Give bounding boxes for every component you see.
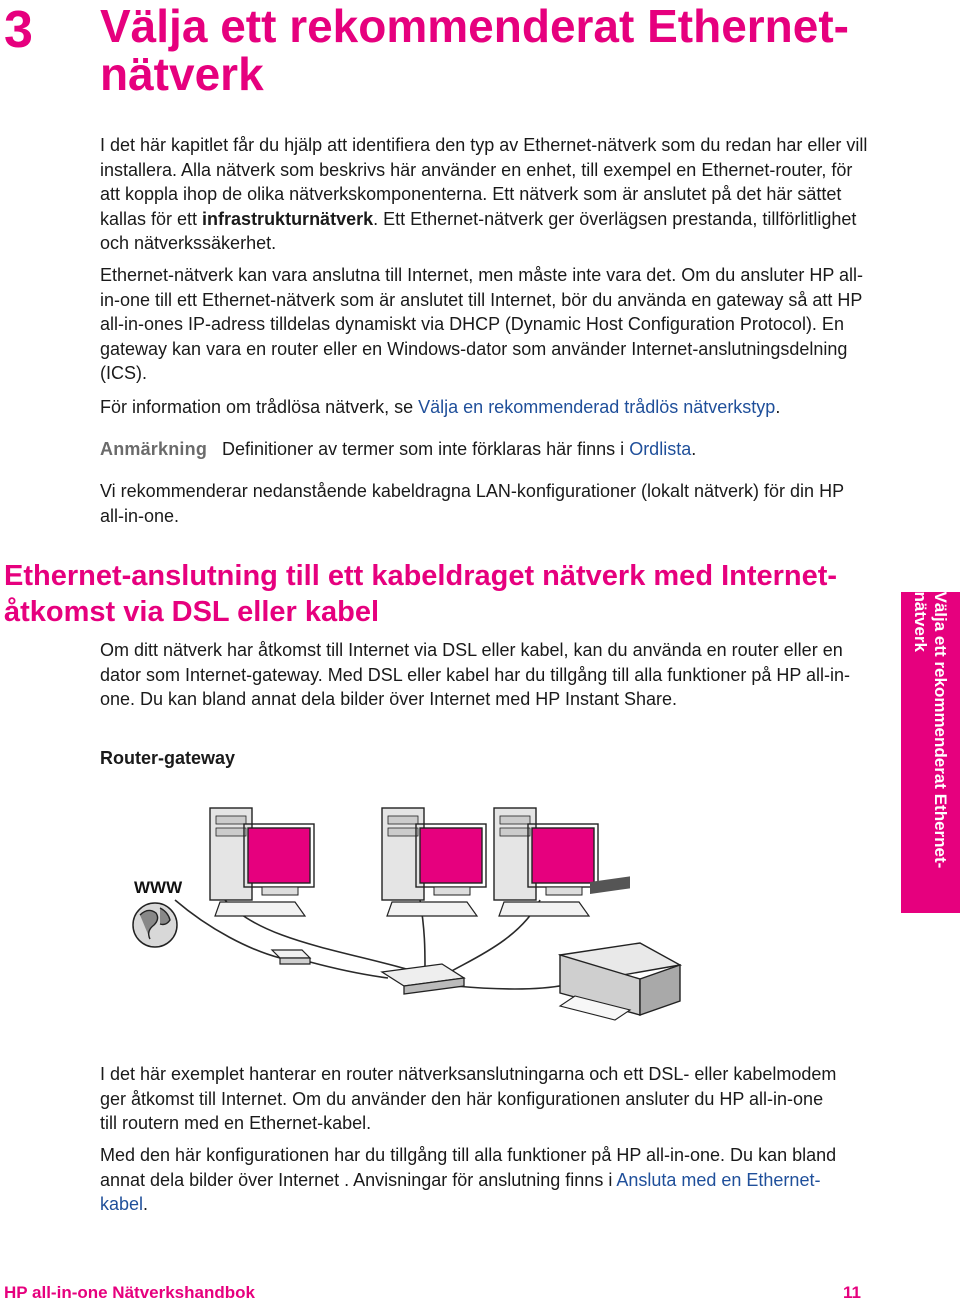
intro-paragraph-3 [100,395,870,420]
note-label: Anmärkning [100,439,208,459]
computer-3-icon [494,808,598,916]
chapter-title: Välja ett rekommenderat Ethernet-nätverk [100,0,850,100]
cable-modem-router [310,962,388,978]
network-diagram [120,790,700,1040]
www-label: WWW [134,878,183,897]
intro-p1-bold-term: infrastrukturnätverk [202,208,374,229]
section-p3-text-a: Med den här konfigurationen har du tillgång till alla funktioner på HP all-in-one. Du kan bland annat dela bilder över Internet . Anvisningar för anslutning finns i [100,1145,837,1190]
section-title: Ethernet-anslutning till ett kabeldraget nätverk med Internet-åtkomst via DSL eller kabel [4,560,838,628]
intro-paragraph-1 [100,133,870,256]
printer-icon [560,876,680,1020]
intro-p3-text-b: . [775,397,781,417]
section-p3-text-b: . [143,1194,149,1214]
section-paragraph-1 [100,638,860,712]
section-p2-text: I det här exemplet hanterar en router nätverksanslutningarna och ett DSL- eller kabelmodem ger åtkomst till Internet. Om du använder den här konfigurationen ansluter du HP all-in-one till routern med en Ethernet-kabel. [100,1064,837,1133]
section-p1-text: Om ditt nätverk har åtkomst till Internet via DSL eller kabel, kan du använda en router eller en dator som Internet-gateway. Med DSL eller kabel har du tillgång till alla funktioner på HP all-in-one. Du kan bland annat dela bilder över Internet med HP Instant Share. [100,640,851,709]
intro-paragraph-4 [100,479,870,528]
intro-paragraph-2 [100,263,870,386]
glossary-link[interactable]: Ordlista [629,439,692,459]
footer-title: HP all-in-one Nätverkshandbok [4,1283,255,1302]
intro-p1-text-a: I det här kapitlet får du hjälp att identifiera den typ av Ethernet-nätverk som du redan har eller vill installera. Alla nätverk som beskrivs här använder en enhet, till exempel en Ethernet-router, för att koppla ihop de olika nätverkskomponenterna. Ett nätverk som är anslutet på det här sättet kallas för ett [100,135,868,229]
ethernet-cable-link[interactable]: Ansluta med en Ethernet-kabel [100,1169,821,1214]
router-gateway-heading: Router-gateway [100,748,236,768]
computer-2-icon [382,808,486,916]
note-paragraph [100,437,870,462]
section-paragraph-3 [100,1143,860,1217]
computer-1-icon [210,808,314,916]
intro-p1-text-b: . Ett Ethernet-nätverk ger överlägsen prestanda, tillförlitlighet och nätverkssäkerhet. [100,208,857,253]
intro-p3-text-a: För information om trådlösa nätverk, se [100,397,419,417]
side-tab-text: Välja ett rekommenderat Ethernet-nätverk [911,591,950,869]
section-paragraph-2 [100,1062,840,1136]
intro-p2-text: Ethernet-nätverk kan vara anslutna till Internet, men måste inte vara det. Om du ansluter HP all-in-one till ett Ethernet-nätverk som är anslutet till Internet, bör du använda en gateway så att HP all-in-ones IP-adress tilldelas dynamiskt via DHCP (Dynamic Host Configuration Protocol). En gateway kan vara en router eller en Windows-dator som använder Internet-anslutningsdelning (ICS). [100,265,864,383]
page-number: 11 [843,1283,861,1302]
chapter-number: 3 [4,1,33,59]
router-gateway-heading-block [100,746,870,771]
note-text-b: . [691,439,697,459]
cable-router-printer [455,985,565,989]
wireless-network-link[interactable]: Välja en rekommenderad trådlös nätverkstyp [418,397,776,417]
intro-p4-text: Vi rekommenderar nedanstående kabeldragna LAN-konfigurationer (lokalt nätverk) för din HP all-in-one. [100,481,844,526]
router-icon [382,964,464,994]
note-text-a: Definitioner av termer som inte förklaras här finns i [222,439,630,459]
globe-icon [133,903,177,947]
